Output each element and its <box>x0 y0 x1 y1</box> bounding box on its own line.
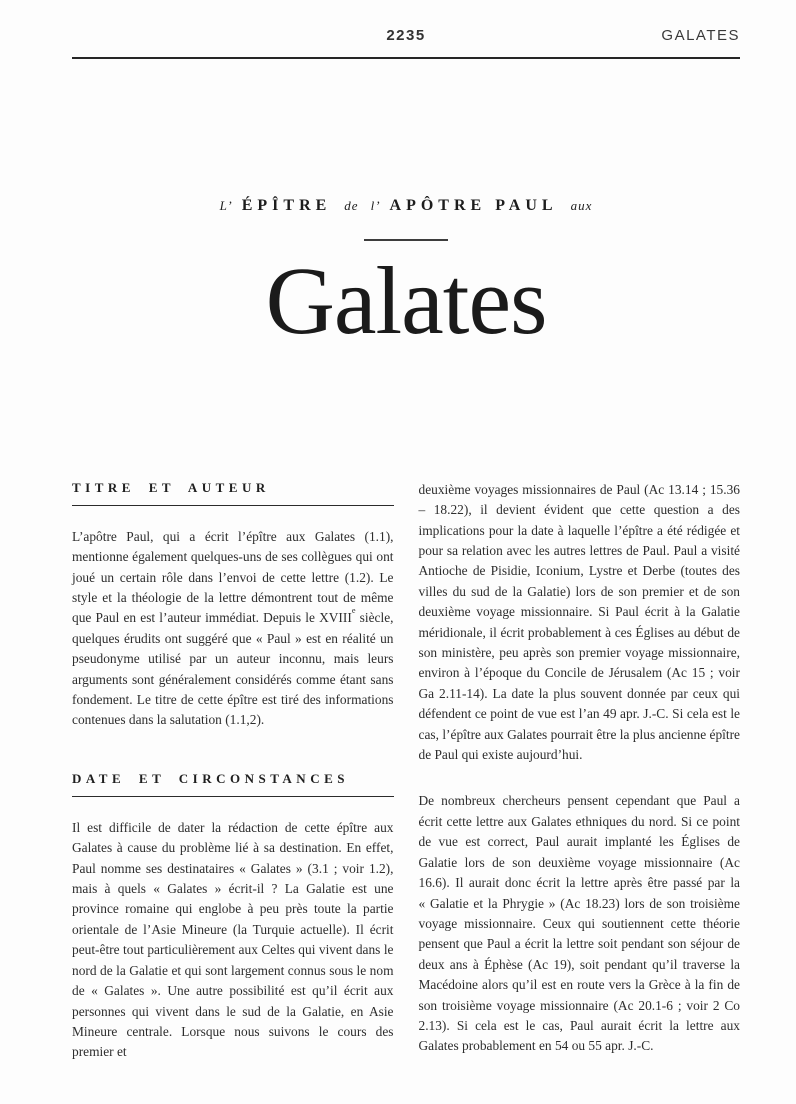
intro-columns <box>72 480 740 1063</box>
running-header <box>72 0 740 59</box>
ordinal-superscript: e <box>351 606 356 616</box>
kicker-word-epitre: ÉPÎTRE <box>241 197 332 214</box>
paragraph-date-left-column: Il est difficile de dater la rédaction de cette épître aux Galates à cause du problème lié à sa destination. En effet, Paul nomme ses destinataires « Galates » (3.1 ; voir 1.2), mais à quels « Galates » écrit-il ? La Galatie est une province romaine qui englobe à peu près toute la partie orientale de l’Asie Mineure (la Turquie actuelle). Il écrit peut-être tout particulièrement aux Celtes qui vivent dans le nord de la Galatie et qui sont largement connus sous le nom de « Galates ». Une autre possibilité est qu’il écrit aux personnes qui vivent dans le sud de la Galatie, en Asie Mineure centrale. Lorsque nous suivons le cours des premier et <box>72 819 394 1060</box>
kicker-aux: aux <box>570 198 593 213</box>
kicker-article-2: l’ <box>370 198 381 213</box>
title-divider-rule <box>364 239 448 241</box>
kicker-word-apotre-paul: APÔTRE PAUL <box>389 197 558 214</box>
section-heading-date-et-circonstances: DATE ET CIRCONSTANCES <box>72 771 394 797</box>
section-heading-titre-et-auteur: TITRE ET AUTEUR <box>72 480 394 506</box>
right-column <box>419 480 741 1063</box>
paragraph-titre-et-auteur <box>72 527 394 731</box>
paragraph-text: siècle, quelques érudits ont suggéré que « Paul » est en réalité un pseudonyme utilisé par un auteur inconnu, mais leurs arguments sont généralement considérés comme étant sans fondement. Le titre de cette épître est tiré des informations contenues dans la salutation (1.1,2). <box>72 610 394 728</box>
kicker-article-1: L’ <box>219 198 233 213</box>
running-head-title: GALATES <box>661 27 740 44</box>
paragraph-northern-galatians-theory: De nombreux chercheurs pensent cependant que Paul a écrit cette lettre aux Galates ethniques du nord. Si ce point de vue est correct, Paul aurait implanté les Églises de Galatie lors de son deuxième voyage missionnaire (Ac 16.6). Il aurait donc écrit la lettre après être passé par la « Galatie et la Phrygie » (Ac 18.23) lors de son troisième voyage missionnaire. Ceux qui soutiennent cette théorie pensent que Paul a écrit la lettre soit pendant son séjour de deux ans à Éphèse (Ac 19), soit pendant qu’il traverse la Macédoine alors qu’il est en route vers la Grèce à la fin de son troisième voyage missionnaire (Ac 20.1-6 ; voir 2 Co 2.13). Si cela est le cas, Paul aurait écrit la lettre aux Galates probablement en 54 ou 55 apr. J.-C. <box>418 793 740 1054</box>
book-title-block <box>72 197 740 352</box>
kicker-de: de <box>344 198 359 213</box>
book-title: Galates <box>265 247 547 354</box>
paragraph-text: L’apôtre Paul, qui a écrit l’épître aux Galates (1.1), mentionne également quelques-uns de ses collègues qui ont joué un certain rôle dans l’envoi de cette lettre (1.2). Le style et la théologie de la lettre démontrent tout de même que Paul en est l’auteur immédiat. Depuis le XVIII <box>72 528 394 626</box>
paragraph-date-right-column-continuation: deuxième voyages missionnaires de Paul (Ac 13.14 ; 15.36 – 18.22), il devient évident que cette question a des implications pour la date à laquelle l’épître a été rédigée et pour sa relation avec les autres lettres de Paul. Paul a visité Antioche de Pisidie, Iconium, Lystre et Derbe (toutes des villes du sud de la Galatie) lors de son premier et de son deuxième voyage missionnaire. Si Paul écrit à la Galatie méridionale, il écrit probablement à ces Églises au début de son ministère, peu après son premier voyage missionnaire, environ à l’époque du Concile de Jérusalem (Ac 15 ; voir Ga 2.11-14). La date la plus souvent donnée par ceux qui défendent ce point de vue est l’an 49 apr. J.-C. Si cela est le cas, l’épître aux Galates pourrait être la plus ancienne épître de Paul qui existe aujourd’hui. <box>418 481 740 763</box>
left-column <box>72 480 394 1063</box>
kicker-line <box>72 197 740 215</box>
page-number: 2235 <box>386 27 426 44</box>
